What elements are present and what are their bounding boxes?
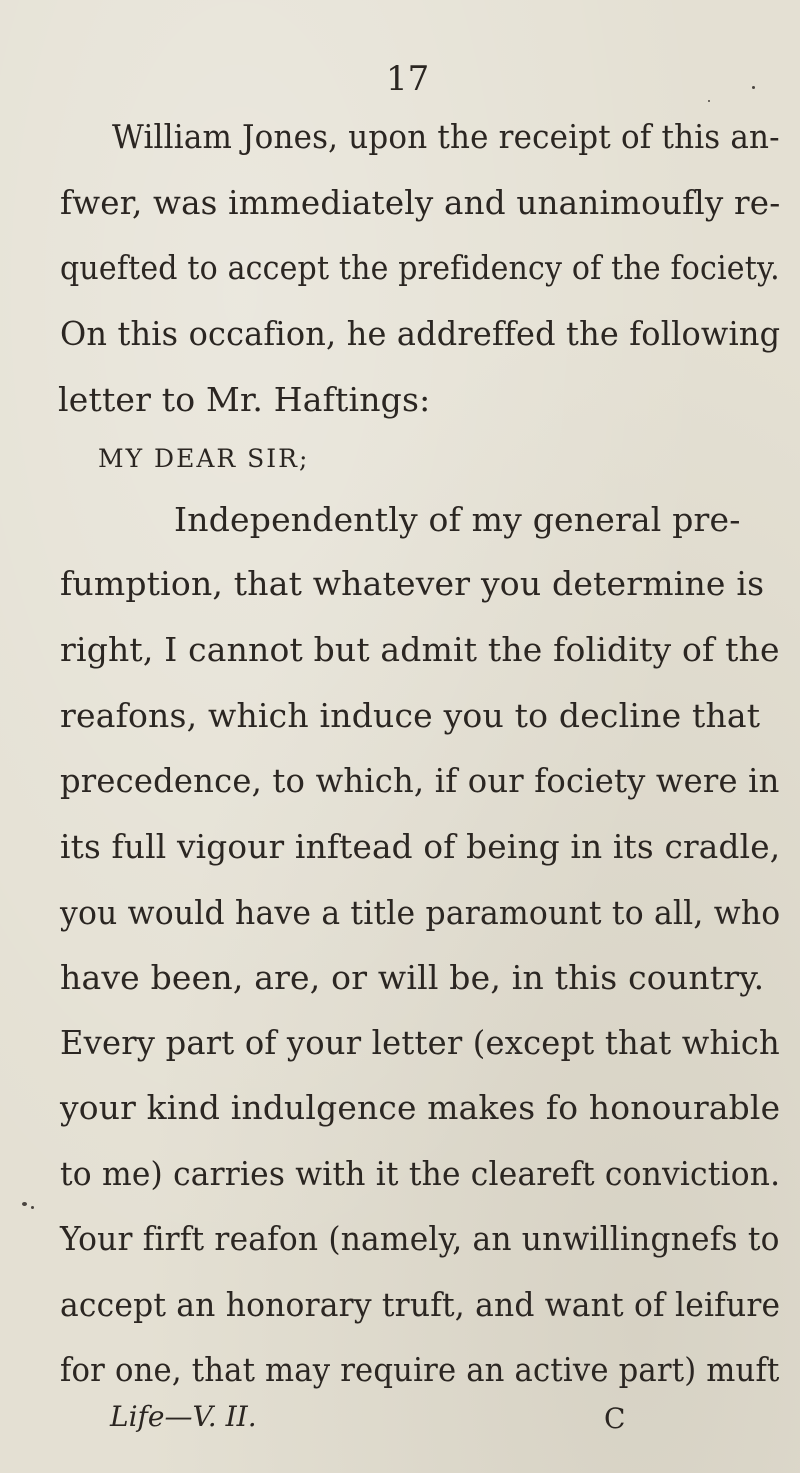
letter-line: precedence, to which, if our fociety were in [60, 761, 780, 800]
text-line: quefted to accept the prefidency of the fociety. [60, 248, 780, 287]
letter-salutation: MY DEAR SIR; [98, 444, 310, 473]
letter-line: to me) carries with it the cleareft conviction. [60, 1154, 781, 1193]
letter-line: Your firft reafon (namely, an unwillingnefs to [60, 1219, 780, 1258]
text-line: fwer, was immediately and unanimoufly re- [60, 183, 781, 222]
ink-speck [708, 100, 710, 102]
letter-line: reafons, which induce you to decline that [60, 696, 761, 735]
letter-line: Every part of your letter (except that which [60, 1023, 780, 1062]
signature-letter: C [604, 1402, 626, 1435]
letter-line: for one, that may require an active part) muft [60, 1350, 780, 1389]
ink-speck [31, 1206, 34, 1209]
letter-line: Independently of my general pre- [174, 500, 741, 539]
ink-speck [22, 1202, 27, 1206]
ink-speck [752, 86, 755, 89]
text-line: letter to Mr. Haftings: [58, 380, 431, 419]
letter-line: its full vigour inftead of being in its cradle, [60, 827, 781, 866]
text-line: On this occafion, he addreffed the following [60, 314, 781, 353]
letter-line: accept an honorary truft, and want of leifure [60, 1285, 781, 1324]
letter-line: your kind indulgence makes fo honourable [60, 1088, 781, 1127]
page-number: 17 [386, 59, 430, 99]
letter-line: fumption, that whatever you determine is [60, 564, 765, 603]
letter-line: have been, are, or will be, in this country. [60, 958, 765, 997]
text-line: William Jones, upon the receipt of this an- [112, 117, 780, 156]
signature-mark: Life—V. II. [110, 1400, 257, 1433]
letter-line: you would have a title paramount to all, who [60, 893, 781, 932]
letter-line: right, I cannot but admit the folidity of the [60, 630, 780, 669]
